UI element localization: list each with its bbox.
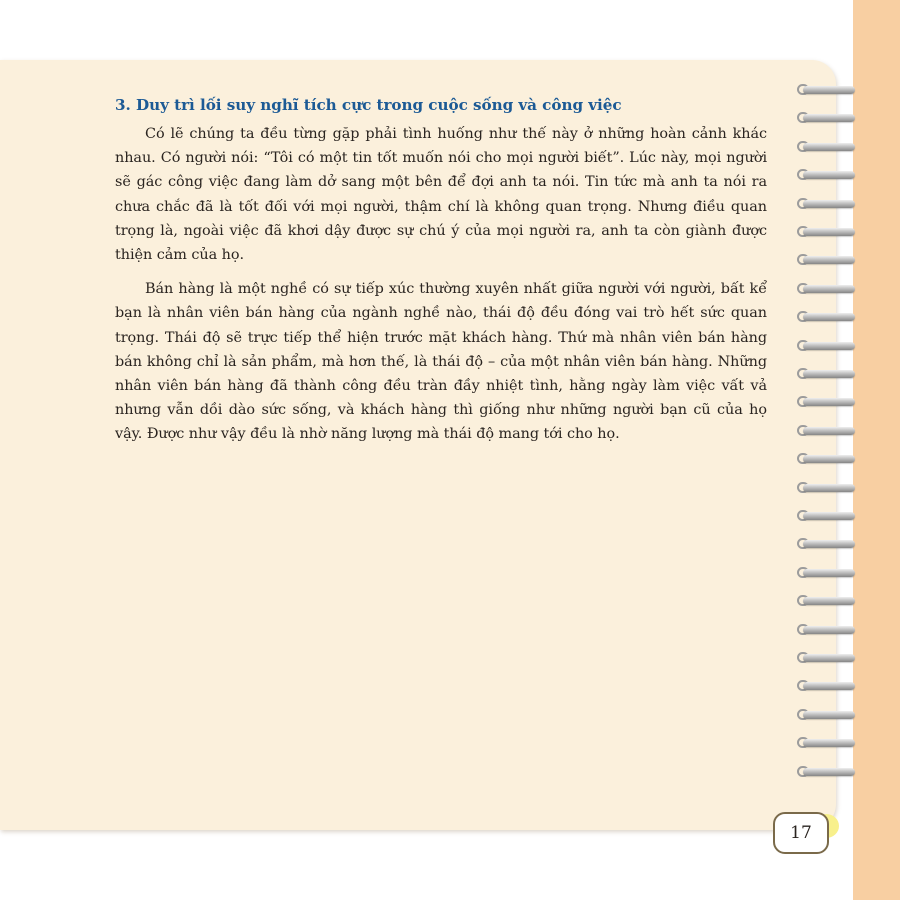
spiral-coil	[795, 309, 855, 325]
spiral-coil	[795, 480, 855, 496]
coil-wire	[803, 484, 855, 492]
coil-wire	[803, 228, 855, 236]
coil-wire	[803, 285, 855, 293]
spiral-coil	[795, 281, 855, 297]
spiral-coil	[795, 338, 855, 354]
page-number: 17	[773, 812, 829, 854]
page-content	[115, 92, 767, 447]
spiral-coil	[795, 565, 855, 581]
spiral-coil	[795, 196, 855, 212]
coil-wire	[803, 171, 855, 179]
coil-wire	[803, 398, 855, 406]
coil-wire	[803, 313, 855, 321]
coil-wire	[803, 711, 855, 719]
side-color-strip	[853, 0, 900, 900]
spiral-coil	[795, 423, 855, 439]
coil-wire	[803, 143, 855, 151]
coil-wire	[803, 626, 855, 634]
spiral-coil	[795, 735, 855, 751]
spiral-binding	[795, 82, 857, 802]
coil-wire	[803, 682, 855, 690]
spiral-coil	[795, 678, 855, 694]
spiral-coil	[795, 139, 855, 155]
coil-wire	[803, 739, 855, 747]
spiral-coil	[795, 593, 855, 609]
spiral-coil	[795, 508, 855, 524]
coil-wire	[803, 256, 855, 264]
coil-wire	[803, 540, 855, 548]
paragraph-2: Bán hàng là một nghề có sự tiếp xúc thường xuyên nhất giữa người với người, bất kể bạn là nhân viên bán hàng của ngành nghề nào, thái độ đều đóng vai trò hết sức quan trọng. Thái độ sẽ trực tiếp thể hiện trước mặt khách hàng. Thứ mà nhân viên bán hàng bán không chỉ là sản phẩm, mà hơn thế, là thái độ – của một nhân viên bán hàng. Những nhân viên bán hàng đã thành công đều tràn đầy nhiệt tình, hằng ngày làm việc vất vả nhưng vẫn dồi dào sức sống, và khách hàng thì giống như những người bạn cũ của họ vậy. Được như vậy đều là nhờ năng lượng mà thái độ mang tới cho họ.	[115, 281, 767, 443]
spiral-coil	[795, 650, 855, 666]
coil-wire	[803, 200, 855, 208]
coil-wire	[803, 342, 855, 350]
coil-wire	[803, 512, 855, 520]
coil-wire	[803, 86, 855, 94]
spiral-coil	[795, 394, 855, 410]
coil-wire	[803, 654, 855, 662]
spiral-coil	[795, 167, 855, 183]
spiral-coil	[795, 622, 855, 638]
spiral-coil	[795, 252, 855, 268]
spiral-coil	[795, 366, 855, 382]
coil-wire	[803, 370, 855, 378]
spiral-coil	[795, 82, 855, 98]
section-heading: 3. Duy trì lối suy nghĩ tích cực trong cuộc sống và công việc	[115, 96, 622, 114]
coil-wire	[803, 597, 855, 605]
spiral-coil	[795, 451, 855, 467]
spiral-coil	[795, 764, 855, 780]
spiral-coil	[795, 707, 855, 723]
coil-wire	[803, 455, 855, 463]
spiral-coil	[795, 224, 855, 240]
paragraph-1: Có lẽ chúng ta đều từng gặp phải tình huống như thế này ở những hoàn cảnh khác nhau. Có người nói: “Tôi có một tin tốt muốn nói cho mọi người biết”. Lúc này, mọi người sẽ gác công việc đang làm dở sang một bên để đợi anh ta nói. Tin tức mà anh ta nói ra chưa chắc đã là tốt đối với mọi người, thậm chí là không quan trọng. Nhưng điều quan trọng là, ngoài việc đã khơi dậy được sự chú ý của mọi người ra, anh ta còn giành được thiện cảm của họ.	[115, 126, 767, 264]
coil-wire	[803, 114, 855, 122]
coil-wire	[803, 427, 855, 435]
page-number-tab	[773, 808, 835, 856]
coil-wire	[803, 768, 855, 776]
spiral-coil	[795, 536, 855, 552]
spiral-coil	[795, 110, 855, 126]
coil-wire	[803, 569, 855, 577]
